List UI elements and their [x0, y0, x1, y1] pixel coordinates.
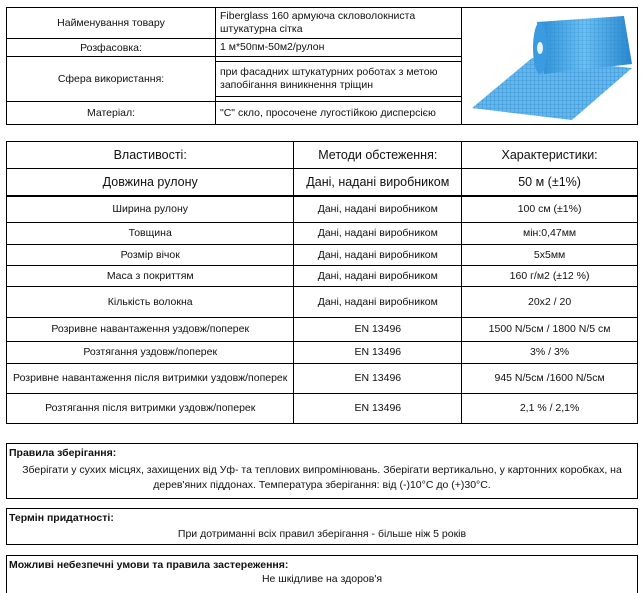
row-property: Розтягання уздовж/поперек	[7, 341, 294, 363]
mesh-roll-image	[461, 7, 638, 125]
row-method: EN 13496	[294, 393, 462, 423]
usage-value	[215, 61, 462, 97]
table-row	[7, 317, 638, 341]
row-property: Товщина	[7, 222, 294, 244]
table-row	[7, 169, 638, 197]
packing-value: 1 м*50пм-50м2/рулон	[215, 38, 462, 57]
header-method: Методи обстеження:	[294, 142, 462, 169]
properties-table	[6, 141, 638, 424]
storage-text	[7, 459, 637, 493]
row-property: Маса з покриттям	[7, 265, 294, 286]
material-value: "С" скло, просочене лугостійкою дисперсією	[215, 101, 462, 125]
storage-section	[6, 443, 638, 499]
row-value: 2,1 % / 2,1%	[462, 393, 638, 423]
row-method: Дані, надані виробником	[294, 222, 462, 244]
row-value: 1500 N/5см / 1800 N/5 см	[462, 317, 638, 341]
product-name-value	[215, 7, 462, 39]
row-value: 100 см (±1%)	[462, 196, 638, 222]
row-property: Розривне навантаження після витримки уздовж/поперек	[7, 363, 294, 393]
storage-line1: Зберігати у сухих місцях, захищених від Уф- та теплових випромінювань. Зберігати вертикально, у картонних коробках, на	[22, 464, 622, 476]
row-method: Дані, надані виробником	[294, 244, 462, 265]
usage-label: Сфера використання:	[6, 56, 216, 102]
header-property: Властивості:	[7, 142, 294, 169]
row-property: Кількість волокна	[7, 286, 294, 317]
row-method: Дані, надані виробником	[294, 265, 462, 286]
material-label: Матеріал:	[6, 101, 216, 125]
row-method: EN 13496	[294, 317, 462, 341]
row-property: Довжина рулону	[7, 169, 294, 197]
product-name-line1: Fiberglass 160 армуюча скловолокниста	[220, 10, 416, 22]
table-row	[7, 393, 638, 423]
row-method: EN 13496	[294, 363, 462, 393]
storage-title: Правила зберігання:	[9, 447, 117, 459]
usage-line1: при фасадних штукатурних роботах з метою	[220, 66, 438, 78]
row-method: Дані, надані виробником	[294, 169, 462, 197]
table-row	[7, 341, 638, 363]
row-value: мін:0,47мм	[462, 222, 638, 244]
row-property: Розтягання після витримки уздовж/поперек	[7, 393, 294, 423]
shelf-life-section	[6, 508, 638, 545]
row-value: 160 г/м2 (±12 %)	[462, 265, 638, 286]
packing-label: Розфасовка:	[6, 38, 216, 57]
row-method: Дані, надані виробником	[294, 286, 462, 317]
table-row	[7, 286, 638, 317]
row-value: 3% / 3%	[462, 341, 638, 363]
row-property: Розмір вічок	[7, 244, 294, 265]
product-name-label: Найменування товару	[6, 7, 216, 39]
hazard-section	[6, 555, 638, 593]
table-row	[7, 244, 638, 265]
row-value: 20х2 / 20	[462, 286, 638, 317]
table-row	[7, 363, 638, 393]
row-property: Ширина рулону	[7, 196, 294, 222]
row-method: EN 13496	[294, 341, 462, 363]
row-method: Дані, надані виробником	[294, 196, 462, 222]
hazard-title: Можливі небезпечні умови та правила застереження:	[9, 559, 289, 571]
storage-line2: дерев'яних піддонах. Температура зберігання: від (-)10°C до (+)30°C.	[153, 479, 491, 491]
table-row	[7, 196, 638, 222]
hazard-text: Не шкідливе на здоров'я	[261, 573, 383, 585]
shelf-life-text: При дотриманні всіх правил зберігання - більше ніж 5 років	[177, 528, 467, 540]
row-property: Розривне навантаження уздовж/поперек	[7, 317, 294, 341]
product-info-table	[6, 7, 638, 125]
row-value: 50 м (±1%)	[462, 169, 638, 197]
shelf-life-title: Термін придатності:	[9, 512, 114, 524]
header-value: Характеристики:	[462, 142, 638, 169]
table-row	[7, 265, 638, 286]
table-row	[7, 222, 638, 244]
product-name-line2: штукатурна сітка	[220, 23, 303, 35]
row-value: 945 N/5см /1600 N/5см	[462, 363, 638, 393]
usage-line2: запобігання виникнення тріщин	[220, 79, 373, 91]
row-value: 5х5мм	[462, 244, 638, 265]
mesh-roll-illustration	[462, 8, 639, 126]
